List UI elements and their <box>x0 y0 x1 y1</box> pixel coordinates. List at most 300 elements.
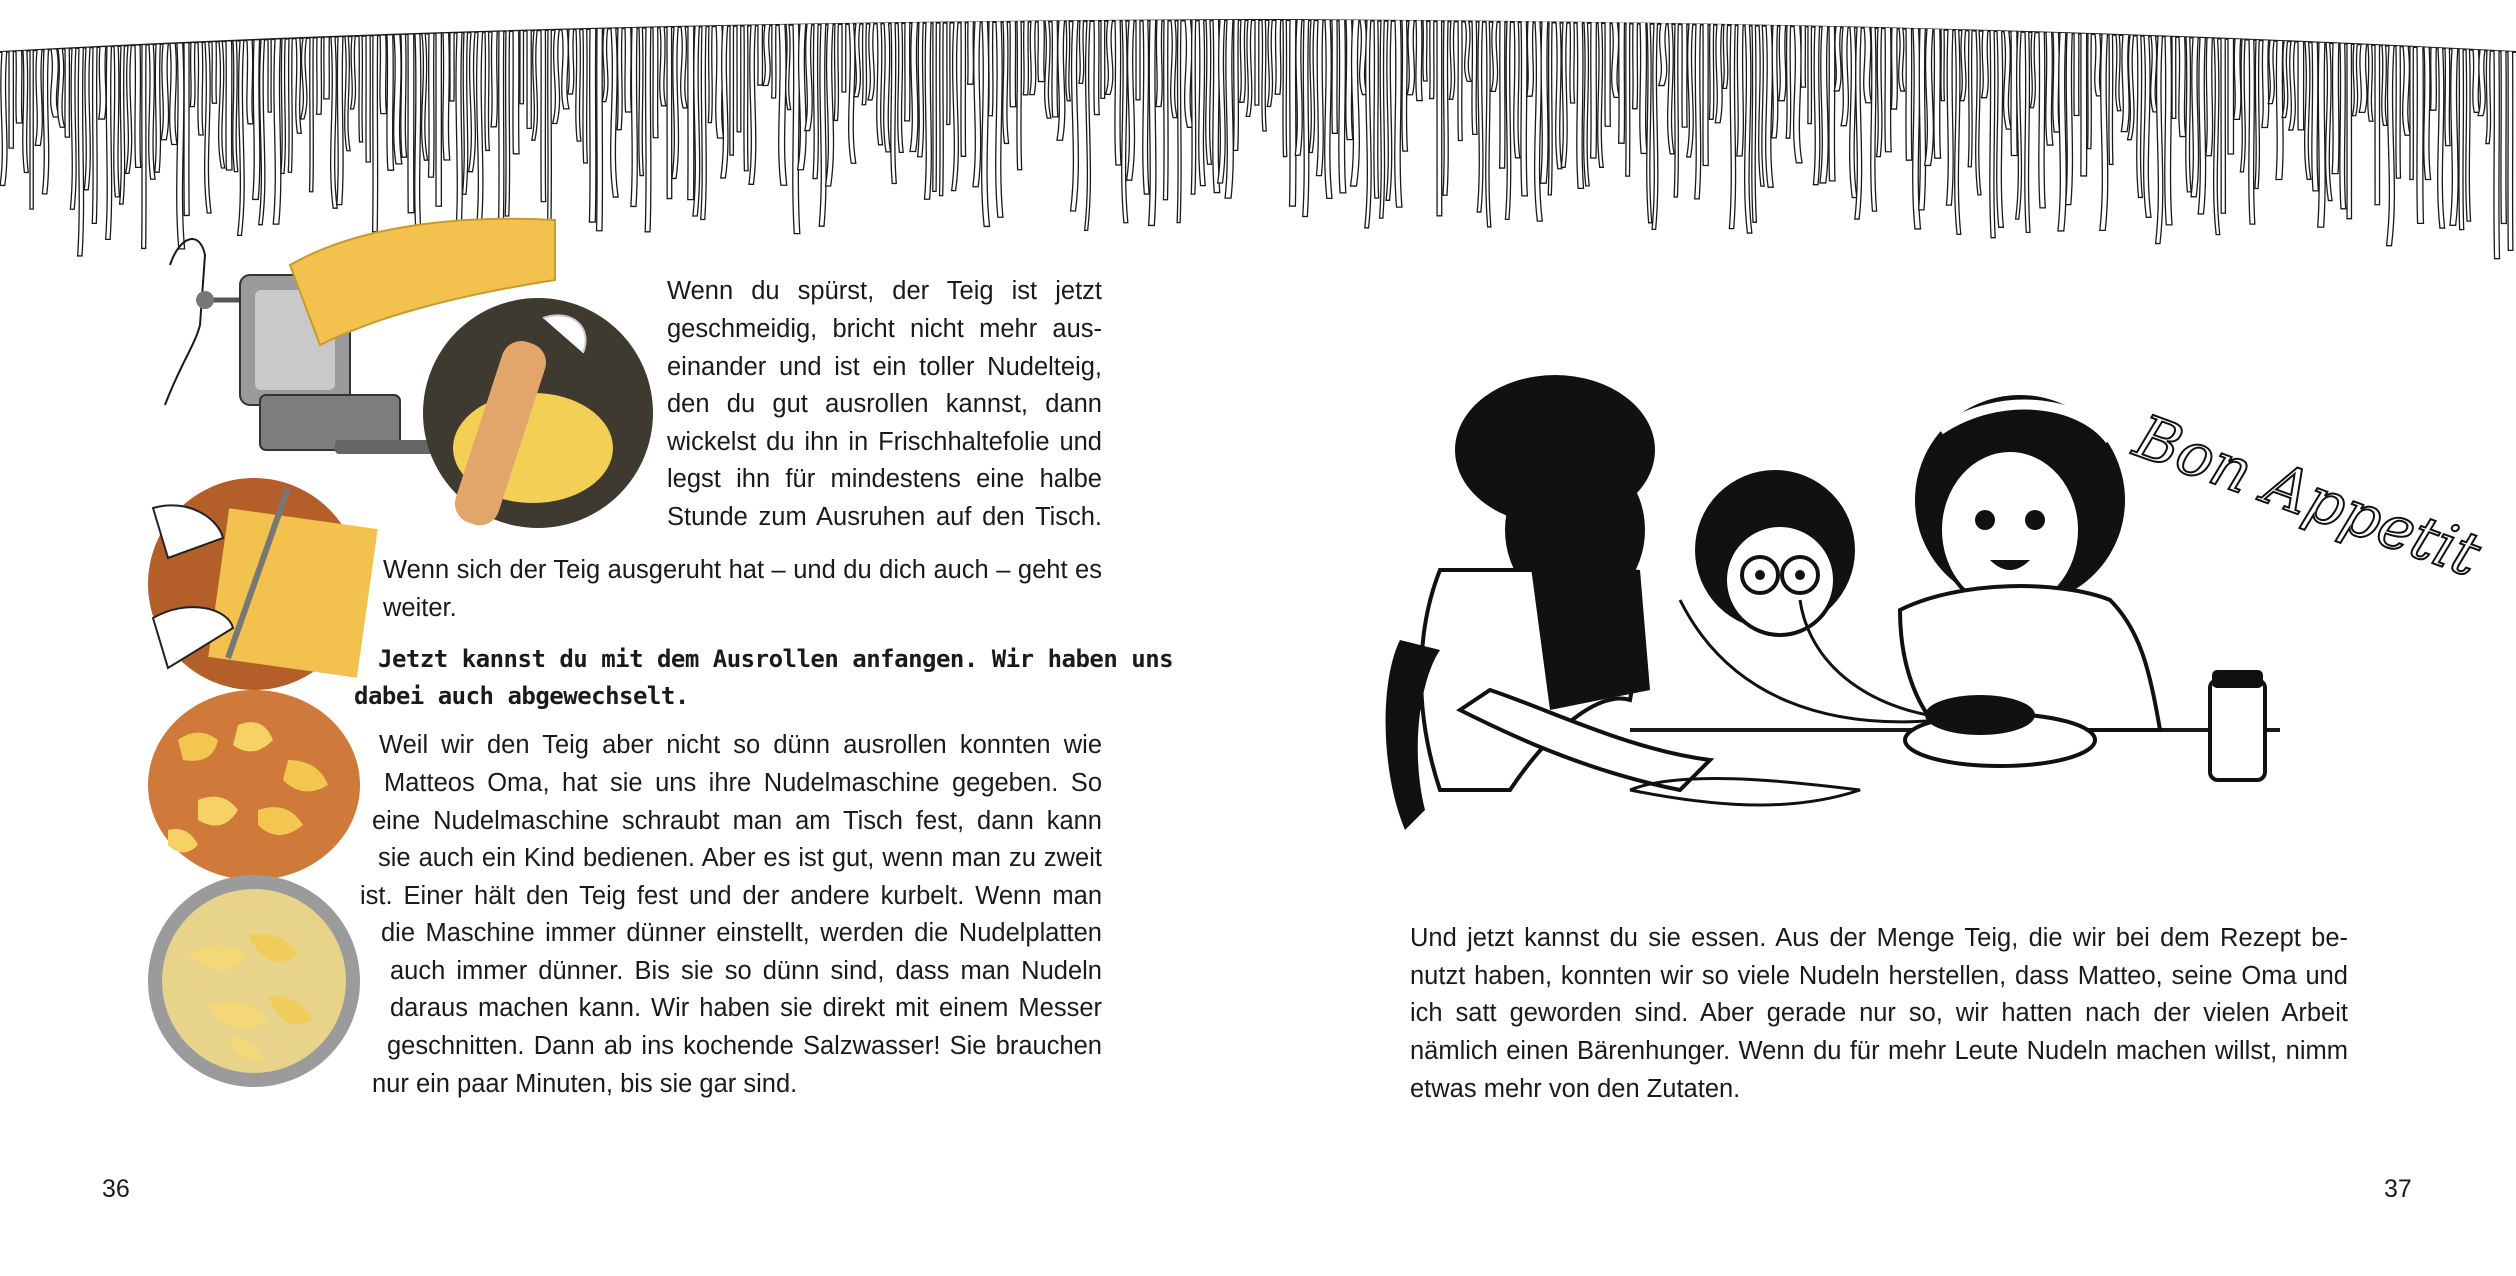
noodle-strand <box>2156 36 2163 243</box>
noodle-strand <box>1491 21 1497 91</box>
noodle-strand <box>253 40 260 199</box>
noodle-strand <box>2508 52 2513 251</box>
noodle-strand <box>2046 33 2053 146</box>
noodle-strand <box>631 28 637 207</box>
noodle-strand <box>2410 47 2414 180</box>
noodle-strand <box>2262 40 2269 127</box>
noodle-strand <box>1752 25 1757 222</box>
noodle-strand <box>1709 24 1713 119</box>
noodle-strand <box>2121 35 2129 132</box>
noodle-strand <box>2326 43 2332 200</box>
noodle-strand <box>1066 21 1070 101</box>
noodle-strand <box>1808 26 1812 123</box>
noodle-strand <box>1079 21 1084 84</box>
noodle-strand <box>268 40 271 112</box>
text-line: einander und ist ein toller Nudelteig, <box>667 353 1102 381</box>
noodle-strand <box>548 30 552 225</box>
noodle-strand <box>1695 24 1701 199</box>
noodle-strand <box>1030 21 1036 95</box>
noodle-strand <box>2004 31 2012 129</box>
noodle-strand <box>1990 31 1995 238</box>
noodle-strand <box>120 46 125 204</box>
noodle-strand <box>602 29 608 102</box>
noodle-strand <box>1877 28 1882 157</box>
noodle-strand <box>527 31 531 129</box>
noodle-strand <box>772 25 776 98</box>
text-line: Matteos Oma, hat sie uns ihre Nudelmaschine gegeben. So <box>384 769 1102 797</box>
noodle-strand <box>106 47 112 240</box>
noodle-strand <box>1339 20 1346 193</box>
noodle-strand <box>35 50 42 145</box>
noodle-strand <box>2424 47 2431 179</box>
noodle-strand <box>1786 26 1791 139</box>
noodle-strand <box>359 36 363 142</box>
noodle-strand <box>868 23 874 100</box>
noodle-strand <box>2318 43 2325 227</box>
noodle-strand <box>65 49 70 137</box>
noodle-strand <box>443 33 450 160</box>
noodle-strand <box>30 50 33 209</box>
noodle-strand <box>1829 27 1835 181</box>
noodle-strand <box>2268 41 2274 104</box>
noodle-strand <box>2249 40 2255 224</box>
noodle-strand <box>2312 42 2318 190</box>
noodle-strand <box>337 37 343 205</box>
noodle-strand <box>428 34 434 177</box>
noodle-strand <box>2486 51 2491 144</box>
noodle-strand <box>2172 37 2176 118</box>
noodle-strand <box>2074 33 2079 115</box>
noodle-strand <box>1127 20 1135 180</box>
noodle-strand <box>1584 22 1589 186</box>
noodle-strand <box>2347 44 2351 219</box>
noodle-strand <box>1094 21 1099 115</box>
noodle-strand <box>1906 28 1912 160</box>
noodle-strand <box>2234 39 2241 119</box>
noodle-strand <box>1841 27 1848 126</box>
noodle-strand <box>2459 49 2464 229</box>
noodle-strand <box>1540 22 1548 184</box>
text-line: Wenn sich der Teig ausgeruht hat – und du dich auch – geht es <box>383 556 1102 584</box>
noodle-strand <box>2144 36 2151 217</box>
noodle-strand <box>1246 20 1252 116</box>
noodle-strand <box>541 30 546 201</box>
noodle-strand <box>126 46 132 174</box>
noodle-strand <box>1386 20 1392 200</box>
noodle-strand <box>212 42 217 103</box>
noodle-strand <box>1290 20 1296 206</box>
noodle-strand <box>205 42 211 213</box>
noodle-strand <box>1143 20 1149 194</box>
noodle-strand <box>184 43 189 215</box>
noodle-strand <box>1206 20 1212 164</box>
noodle-strand <box>1891 28 1897 109</box>
noodle-strand <box>701 26 706 219</box>
noodle-strand <box>1561 22 1567 167</box>
noodle-strand <box>1745 25 1752 233</box>
noodle-strand <box>70 48 76 209</box>
noodle-strand <box>161 44 168 140</box>
noodle-strand <box>1633 23 1638 109</box>
noodle-strand <box>247 41 253 124</box>
text-line: daraus machen kann. Wir haben sie direkt mit einem Messer <box>390 994 1102 1022</box>
noodle-strand <box>1997 31 2004 227</box>
noodle-strand <box>1477 21 1483 212</box>
noodle-strand <box>884 23 891 152</box>
noodle-strand <box>233 41 238 171</box>
noodle-strand <box>1556 22 1562 169</box>
noodle-strand <box>1402 20 1408 151</box>
noodle-strand <box>786 25 791 110</box>
noodle-strand <box>1968 30 1972 166</box>
noodle-strand <box>842 23 846 92</box>
noodle-strand <box>288 39 292 172</box>
noodle-strand <box>2255 40 2260 188</box>
noodle-strand <box>1548 22 1552 195</box>
noodle-strand <box>819 24 826 226</box>
noodle-strand <box>2137 36 2143 198</box>
text-line: ist. Einer hält den Teig fest und der andere kurbelt. Wenn man <box>360 882 1102 910</box>
noodle-strand <box>2368 45 2373 121</box>
bon-appetit-lettering: Bon Appetit <box>2125 401 2489 591</box>
noodle-strand <box>1430 21 1434 99</box>
noodle-strand <box>198 43 203 135</box>
noodle-strand <box>1303 20 1309 216</box>
noodle-strand <box>1982 31 1989 98</box>
noodle-strand <box>1038 21 1045 82</box>
noodle-strand <box>1449 21 1454 100</box>
noodle-strand <box>910 22 918 151</box>
noodle-strand <box>1820 26 1828 183</box>
noodle-strand <box>450 33 454 101</box>
noodle-strand <box>1591 22 1597 158</box>
page-number-right: 37 <box>2384 1175 2412 1203</box>
noodle-strand <box>2305 42 2311 179</box>
noodle-strand <box>1570 22 1575 103</box>
noodle-strand <box>2030 32 2035 108</box>
noodle-strand <box>925 22 932 199</box>
noodle-strand <box>862 23 866 105</box>
noodle-strand <box>877 23 883 145</box>
noodle-strand <box>2066 33 2073 204</box>
noodle-strand <box>408 35 414 213</box>
noodle-strand <box>973 22 981 187</box>
noodle-strand <box>2088 34 2092 149</box>
noodle-strand <box>1779 26 1786 101</box>
noodle-strand <box>2100 34 2108 230</box>
noodle-strand <box>1380 20 1385 218</box>
noodle-strand <box>1295 20 1302 155</box>
noodle-strand <box>688 27 694 200</box>
noodle-strand <box>1233 20 1238 150</box>
noodle-strand <box>2445 48 2450 145</box>
noodle-strand <box>758 25 763 85</box>
noodle-strand <box>737 25 741 131</box>
noodle-strand <box>1122 20 1128 222</box>
noodle-strand <box>2081 34 2087 176</box>
noodle-strand <box>939 22 943 196</box>
noodle-strand <box>2375 45 2380 204</box>
noodle-strand <box>1577 22 1584 188</box>
noodle-strand <box>2228 39 2233 154</box>
noodle-strand <box>1703 24 1708 166</box>
noodle-strand <box>639 28 644 176</box>
noodle-strand <box>1267 20 1272 107</box>
noodle-strand <box>1834 27 1841 91</box>
noodle-strand <box>2191 38 2198 197</box>
noodle-strand <box>1647 23 1652 223</box>
noodle-strand <box>589 29 596 222</box>
noodle-strand <box>2332 43 2339 173</box>
noodle-strand <box>1813 26 1819 184</box>
noodle-strand <box>1715 24 1722 123</box>
text-line: legst ihn für mindestens eine halbe <box>667 465 1102 493</box>
noodle-strand <box>1521 21 1528 196</box>
text-line: Wenn du spürst, der Teig ist jetzt <box>667 277 1102 305</box>
noodle-strand <box>1071 21 1079 211</box>
noodle-strand <box>898 23 903 153</box>
noodle-strand <box>1465 21 1471 82</box>
noodle-strand <box>0 52 7 186</box>
noodle-strand <box>1619 23 1625 144</box>
noodle-strand <box>149 45 155 179</box>
noodle-strand <box>653 27 658 137</box>
noodle-strand <box>1899 28 1905 91</box>
noodle-strand <box>749 25 756 184</box>
noodle-strand <box>373 36 378 232</box>
page-number-left: 36 <box>102 1175 130 1203</box>
noodle-strand <box>42 50 48 194</box>
noodle-strand <box>1458 21 1462 141</box>
noodle-strand <box>2396 46 2401 178</box>
noodle-strand <box>345 37 350 151</box>
noodle-strand <box>1052 21 1058 117</box>
noodle-strand <box>1871 28 1877 212</box>
noodle-strand <box>1395 20 1402 207</box>
noodle-strand <box>1199 20 1206 186</box>
noodle-strand <box>2478 50 2485 115</box>
noodle-strand <box>1010 21 1016 107</box>
noodle-strand <box>1941 29 1944 100</box>
noodle-strand <box>1598 22 1604 167</box>
noodle-strand <box>2403 47 2411 136</box>
noodle-strand <box>1316 20 1323 176</box>
noodle-strand <box>2340 44 2346 209</box>
noodle-strand <box>310 38 314 192</box>
noodle-strand <box>947 22 950 125</box>
text-line: weiter. <box>383 594 457 622</box>
text-line: nur ein paar Minuten, bis sie gar sind. <box>372 1070 798 1098</box>
noodle-strand <box>301 38 307 118</box>
noodle-strand <box>1085 21 1091 231</box>
noodle-strand <box>1687 24 1693 157</box>
noodle-strand <box>2214 38 2220 234</box>
noodle-strand <box>553 30 560 123</box>
noodle-strand <box>568 30 574 94</box>
noodle-strand <box>2382 46 2387 126</box>
noodle-strand <box>2438 48 2445 228</box>
noodle-strand <box>2165 37 2172 225</box>
noodle-strand <box>1283 20 1287 157</box>
noodle-strand <box>436 34 441 207</box>
noodle-strand <box>834 24 838 121</box>
noodle-strand <box>1115 20 1121 165</box>
text-line: Jetzt kannst du mit dem Ausrollen anfangen. Wir haben uns <box>378 645 1174 673</box>
noodle-strand <box>78 48 84 256</box>
noodle-strand <box>1729 25 1735 229</box>
text-line: die Maschine immer dünner einstellt, werden die Nudelplatten <box>381 919 1102 947</box>
noodle-strand <box>401 35 407 157</box>
noodle-strand <box>317 38 322 114</box>
text-line: Weil wir den Teig aber nicht so dünn ausrollen konnten wie <box>379 731 1102 759</box>
noodle-strand <box>1640 23 1647 153</box>
noodle-strand <box>1472 21 1477 134</box>
noodle-strand <box>1149 20 1156 225</box>
noodle-strand <box>1626 23 1630 176</box>
noodle-strand <box>1737 25 1743 156</box>
noodle-strand <box>2058 33 2066 231</box>
noodle-strand <box>23 51 28 173</box>
noodle-strand <box>2387 46 2395 246</box>
noodle-strand <box>1505 21 1510 219</box>
noodle-strand <box>58 49 65 127</box>
noodle-strand <box>469 33 476 172</box>
noodle-strand <box>2221 39 2225 213</box>
noodle-strand <box>1136 20 1140 99</box>
noodle-strand <box>491 32 497 127</box>
noodle-strand <box>99 47 106 119</box>
noodle-strand <box>918 22 924 156</box>
noodle-strand <box>219 42 225 168</box>
noodle-strand <box>1723 24 1728 88</box>
text-line: sie auch ein Kind bedienen. Aber es ist gut, wenn man zu zweit <box>378 844 1102 872</box>
noodle-strand <box>2039 32 2045 208</box>
noodle-strand <box>1437 21 1442 216</box>
noodle-strand <box>1416 21 1422 101</box>
noodle-strand <box>1976 30 1981 194</box>
noodle-strand <box>114 46 120 196</box>
noodle-strand <box>463 33 468 195</box>
noodle-strand <box>1225 20 1233 198</box>
noodle-strand <box>597 29 603 231</box>
noodle-strand <box>2466 50 2471 222</box>
noodle-strand <box>350 37 355 109</box>
noodle-strand <box>2198 38 2205 214</box>
noodle-strand <box>988 21 993 115</box>
noodle-strand <box>763 25 770 86</box>
noodle-strand <box>226 42 232 170</box>
noodle-strand <box>366 36 370 162</box>
noodle-strand <box>1045 21 1051 118</box>
noodle-strand <box>2431 48 2437 110</box>
noodle-strand <box>190 43 195 107</box>
noodle-strand <box>813 24 818 179</box>
rolling-pin-photo <box>423 298 653 528</box>
noodle-strand <box>1332 20 1337 133</box>
text-line: ich satt geworden sind. Aber gerade nur so, wir hatten nach der vielen Arbeit <box>1410 999 2348 1027</box>
noodle-strand <box>1407 20 1414 94</box>
noodle-strand <box>2359 45 2367 113</box>
noodle-strand <box>952 22 959 191</box>
noodle-strand <box>708 26 712 123</box>
noodle-strand <box>1500 21 1505 168</box>
noodle-strand <box>422 34 428 160</box>
noodle-strand <box>961 22 966 157</box>
noodle-strand <box>1163 20 1168 200</box>
text-line: geschmeidig, bricht nicht mehr aus- <box>667 315 1102 343</box>
noodle-strand <box>1772 25 1778 137</box>
noodle-strand <box>1955 30 1961 235</box>
noodle-strand <box>155 45 161 173</box>
noodle-strand <box>660 27 666 106</box>
noodle-strand <box>583 29 587 163</box>
noodle-strand <box>485 32 489 150</box>
noodle-strand <box>617 28 622 129</box>
noodle-strand <box>324 38 330 99</box>
noodle-strand <box>744 25 748 170</box>
noodle-strand <box>2450 49 2458 225</box>
noodle-strand <box>331 37 338 208</box>
noodle-strand <box>170 44 177 145</box>
noodle-strand <box>933 22 937 191</box>
noodle-strand <box>667 27 672 198</box>
noodle-strand <box>142 45 146 248</box>
noodle-strand <box>1946 30 1953 206</box>
noodle-strand <box>891 23 896 184</box>
noodle-strand <box>1057 21 1065 140</box>
noodle-strand <box>2417 47 2424 223</box>
noodle-strand <box>1351 20 1360 186</box>
noodle-strand <box>730 26 734 155</box>
noodle-strand <box>1325 20 1332 198</box>
noodle-strand <box>1674 24 1678 197</box>
noodle-strand <box>2186 37 2191 191</box>
noodle-strand <box>2494 51 2500 259</box>
noodle-strand <box>576 29 581 141</box>
noodle-strand <box>1934 29 1941 158</box>
noodle-strand <box>532 31 538 141</box>
text-line: den du gut ausrollen kannst, dann <box>667 390 1102 418</box>
noodle-strand <box>1652 23 1658 229</box>
noodle-strand <box>1101 20 1105 98</box>
noodle-strand <box>2206 38 2213 156</box>
noodle-strand <box>826 24 834 186</box>
noodle-strand <box>1365 20 1371 228</box>
noodle-strand <box>16 51 22 123</box>
noodle-strand <box>1443 21 1448 196</box>
noodle-strand <box>1171 20 1177 117</box>
noodle-strand <box>281 39 285 173</box>
noodle-strand <box>1106 20 1113 94</box>
text-line: Und jetzt kannst du sie essen. Aus der Menge Teig, die wir bei dem Rezept be- <box>1410 924 2348 952</box>
noodle-strand <box>1275 20 1281 94</box>
noodle-strand <box>645 28 651 232</box>
noodle-strand <box>681 27 688 108</box>
noodle-strand <box>1759 25 1764 186</box>
noodle-strand <box>387 35 394 170</box>
noodle-strand <box>1023 21 1028 95</box>
text-line: dabei auch abgewechselt. <box>354 682 689 710</box>
noodle-strand <box>1177 20 1181 222</box>
noodle-strand <box>1605 22 1610 126</box>
text-line: nutzt haben, konnten wir so viele Nudeln herstellen, dass Matteo, seine Oma und <box>1410 962 2348 990</box>
noodle-strand <box>1801 26 1805 87</box>
noodle-strand <box>1423 21 1427 81</box>
cut-noodles-photo <box>148 690 360 880</box>
noodle-strand <box>84 48 90 190</box>
noodle-strand <box>520 31 524 104</box>
noodle-strand <box>505 31 509 216</box>
